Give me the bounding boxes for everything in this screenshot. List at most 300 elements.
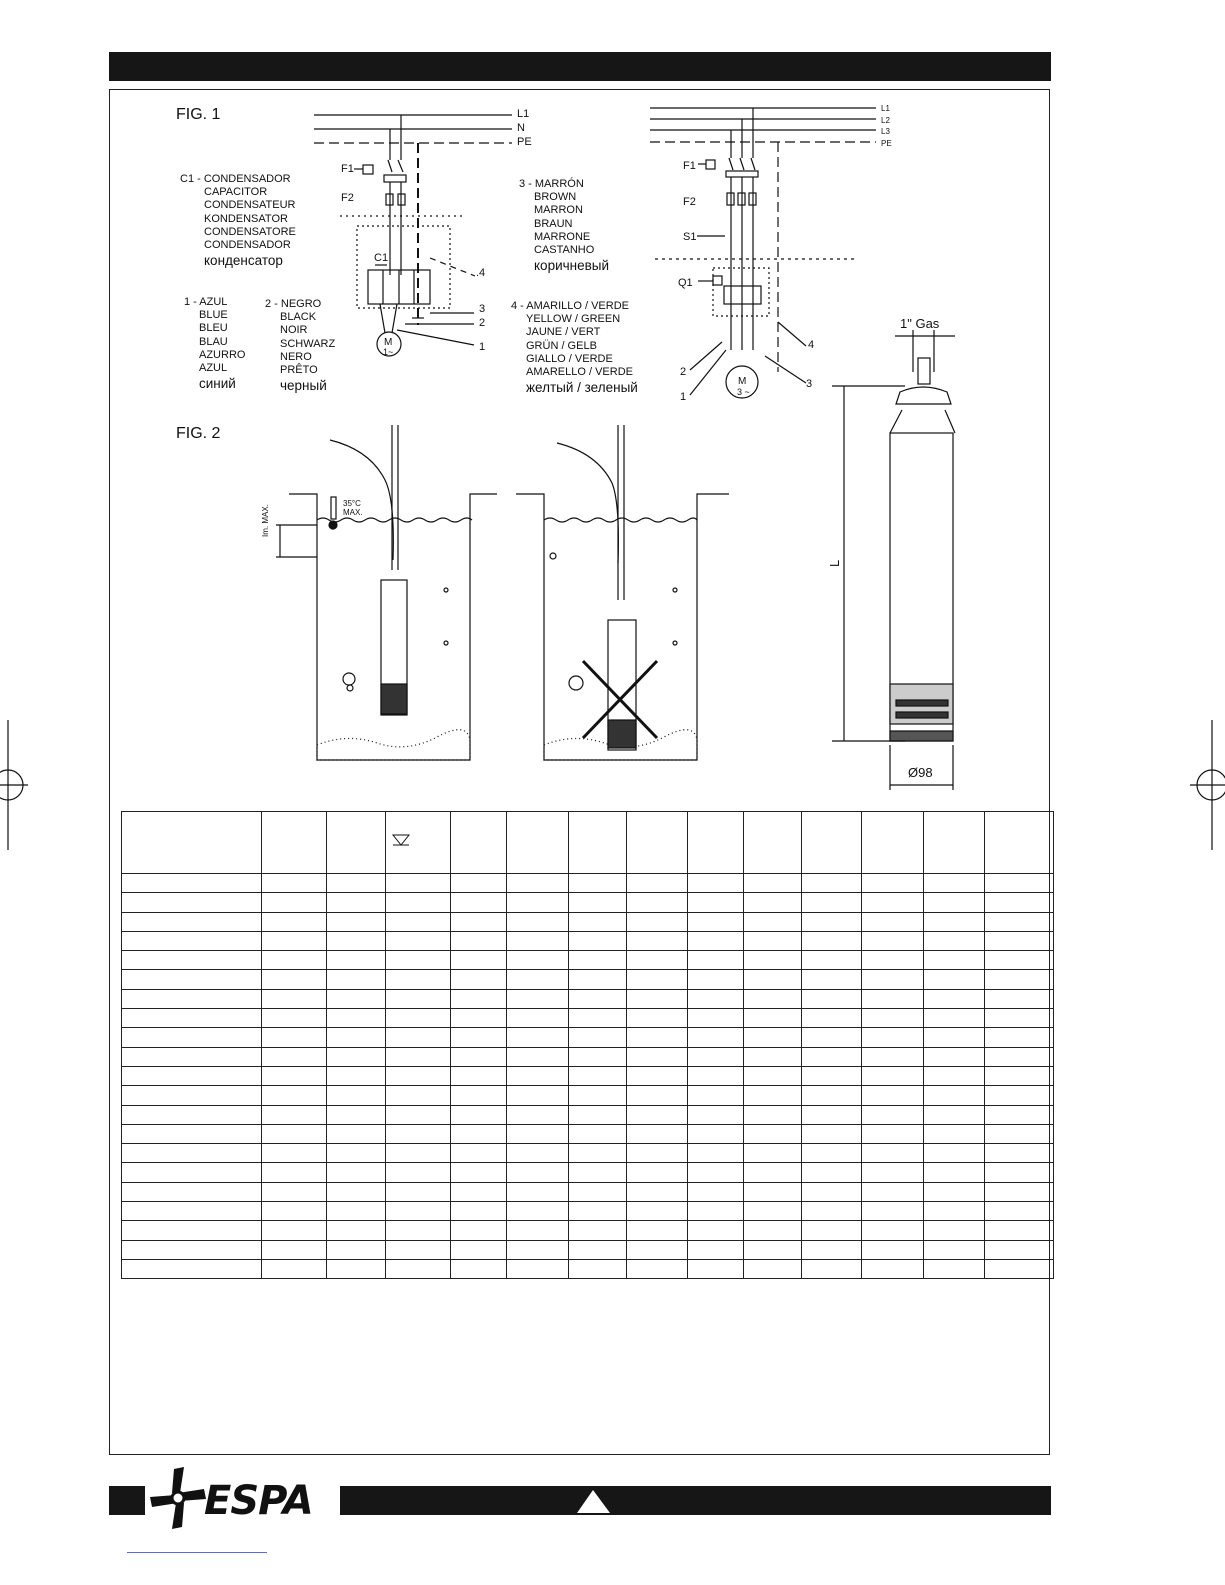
table-cell bbox=[507, 1066, 569, 1085]
table-cell bbox=[627, 1221, 688, 1240]
table-cell bbox=[569, 931, 627, 950]
table-cell bbox=[924, 1009, 985, 1028]
table-cell bbox=[802, 951, 862, 970]
table-cell bbox=[507, 1163, 569, 1182]
table-cell bbox=[627, 874, 688, 893]
table-cell bbox=[802, 812, 862, 874]
table-cell bbox=[569, 1009, 627, 1028]
table-cell bbox=[327, 1221, 386, 1240]
table-cell bbox=[802, 1144, 862, 1163]
table-cell bbox=[327, 1105, 386, 1124]
table-cell bbox=[744, 1047, 802, 1066]
table-cell bbox=[627, 1009, 688, 1028]
table-row bbox=[122, 1086, 1054, 1105]
table-cell bbox=[451, 874, 507, 893]
table-cell bbox=[924, 1144, 985, 1163]
table-cell bbox=[744, 931, 802, 950]
table-row bbox=[122, 1124, 1054, 1143]
table-cell bbox=[451, 1182, 507, 1201]
table-cell bbox=[862, 1202, 924, 1221]
table-cell bbox=[569, 893, 627, 912]
table-cell bbox=[802, 1028, 862, 1047]
table-cell bbox=[627, 1163, 688, 1182]
table-cell bbox=[122, 1163, 262, 1182]
diameter-label: Ø98 bbox=[908, 765, 933, 780]
table-row bbox=[122, 1066, 1054, 1085]
table-cell bbox=[507, 931, 569, 950]
table-cell bbox=[327, 951, 386, 970]
table-cell bbox=[802, 1105, 862, 1124]
espa-logo-text: ESPA bbox=[204, 1478, 313, 1524]
table-cell bbox=[862, 951, 924, 970]
table-cell bbox=[985, 812, 1054, 874]
table-cell bbox=[985, 912, 1054, 931]
table-row bbox=[122, 1182, 1054, 1201]
table-cell bbox=[507, 989, 569, 1008]
table-cell bbox=[985, 1028, 1054, 1047]
table-cell bbox=[122, 970, 262, 989]
table-cell bbox=[451, 931, 507, 950]
table-cell bbox=[507, 1259, 569, 1278]
table-cell bbox=[386, 1202, 451, 1221]
table-row bbox=[122, 951, 1054, 970]
table-cell bbox=[507, 1221, 569, 1240]
table-cell bbox=[924, 1259, 985, 1278]
table-cell bbox=[386, 893, 451, 912]
table-cell bbox=[688, 931, 744, 950]
table-cell bbox=[122, 1182, 262, 1201]
table-cell bbox=[122, 1240, 262, 1259]
label-f2: F2 bbox=[341, 192, 354, 204]
table-cell bbox=[327, 812, 386, 874]
table-cell bbox=[688, 812, 744, 874]
table-cell bbox=[744, 893, 802, 912]
table-cell bbox=[451, 1047, 507, 1066]
legend-c1: C1 - CONDENSADOR CAPACITOR CONDENSATEUR KONDENSATOR CONDENSATORE CONDENSADOR конденсатор bbox=[180, 173, 296, 269]
table-cell bbox=[985, 1066, 1054, 1085]
table-cell bbox=[386, 1086, 451, 1105]
motor3-phase: 3 ~ bbox=[737, 387, 750, 397]
label-wire-2: 2 bbox=[479, 317, 486, 329]
table-cell bbox=[744, 1086, 802, 1105]
fig2-title: FIG. 2 bbox=[176, 425, 221, 442]
table-cell bbox=[451, 951, 507, 970]
table-cell bbox=[386, 1105, 451, 1124]
table-cell bbox=[985, 1259, 1054, 1278]
bottom-link-underline bbox=[127, 1552, 267, 1553]
table-cell bbox=[386, 1163, 451, 1182]
table-row bbox=[122, 970, 1054, 989]
table-row bbox=[122, 1259, 1054, 1278]
table-cell bbox=[122, 1221, 262, 1240]
table-cell bbox=[802, 874, 862, 893]
table-cell bbox=[802, 1163, 862, 1182]
table-row bbox=[122, 1047, 1054, 1066]
table-cell bbox=[262, 1086, 327, 1105]
table-cell bbox=[985, 1163, 1054, 1182]
table-cell bbox=[744, 874, 802, 893]
table-cell bbox=[262, 1105, 327, 1124]
table-cell bbox=[627, 1047, 688, 1066]
table-cell bbox=[569, 951, 627, 970]
table-cell bbox=[122, 931, 262, 950]
table-cell bbox=[262, 970, 327, 989]
table-cell bbox=[507, 1105, 569, 1124]
table-cell bbox=[688, 1009, 744, 1028]
table-cell bbox=[327, 989, 386, 1008]
table-cell bbox=[862, 1066, 924, 1085]
table-cell bbox=[744, 1124, 802, 1143]
registration-mark-right bbox=[1190, 720, 1225, 850]
table-cell bbox=[327, 1009, 386, 1028]
table-cell bbox=[327, 1144, 386, 1163]
table-cell bbox=[122, 951, 262, 970]
table-cell bbox=[386, 1144, 451, 1163]
table-cell bbox=[262, 989, 327, 1008]
table-cell bbox=[122, 1066, 262, 1085]
line-label-pe: PE bbox=[517, 136, 532, 148]
table-cell bbox=[262, 1221, 327, 1240]
water-level-icon bbox=[391, 833, 411, 847]
table-cell bbox=[451, 1144, 507, 1163]
table-cell bbox=[924, 1202, 985, 1221]
table-cell bbox=[451, 970, 507, 989]
table-cell bbox=[744, 1182, 802, 1201]
label-wire-3: 3 bbox=[479, 303, 486, 315]
table-cell bbox=[569, 1124, 627, 1143]
table-cell bbox=[627, 1202, 688, 1221]
table-cell bbox=[802, 931, 862, 950]
table-cell bbox=[451, 1240, 507, 1259]
table-cell bbox=[802, 1182, 862, 1201]
temp-value: 35°C bbox=[343, 499, 361, 508]
table-cell bbox=[985, 951, 1054, 970]
table-cell bbox=[327, 893, 386, 912]
table-cell bbox=[862, 1009, 924, 1028]
table-row bbox=[122, 989, 1054, 1008]
table-cell bbox=[262, 874, 327, 893]
table-cell bbox=[262, 1028, 327, 1047]
table-cell bbox=[507, 1047, 569, 1066]
table-cell bbox=[627, 1259, 688, 1278]
table-cell bbox=[862, 931, 924, 950]
table-cell bbox=[862, 874, 924, 893]
table-cell bbox=[122, 1009, 262, 1028]
table-cell bbox=[569, 1221, 627, 1240]
line3-label-l2: L2 bbox=[881, 116, 890, 125]
table-cell bbox=[627, 893, 688, 912]
table-cell bbox=[985, 970, 1054, 989]
table-cell bbox=[744, 1105, 802, 1124]
table-cell bbox=[451, 1202, 507, 1221]
table-cell bbox=[262, 1259, 327, 1278]
warning-triangle-icon bbox=[340, 1486, 1051, 1515]
table-cell bbox=[262, 1009, 327, 1028]
table-cell bbox=[802, 912, 862, 931]
table-cell bbox=[862, 1105, 924, 1124]
table-cell bbox=[744, 1028, 802, 1047]
table-row bbox=[122, 893, 1054, 912]
table-cell bbox=[327, 1028, 386, 1047]
table-cell bbox=[122, 812, 262, 874]
table-cell bbox=[862, 989, 924, 1008]
table-cell bbox=[386, 951, 451, 970]
table-cell bbox=[688, 874, 744, 893]
table-cell bbox=[627, 1124, 688, 1143]
table-cell bbox=[862, 893, 924, 912]
table-cell bbox=[924, 1221, 985, 1240]
line-label-l1: L1 bbox=[517, 108, 530, 120]
table-cell bbox=[122, 912, 262, 931]
table-row bbox=[122, 912, 1054, 931]
table-row bbox=[122, 1202, 1054, 1221]
table-cell bbox=[386, 1009, 451, 1028]
table-cell bbox=[507, 1124, 569, 1143]
table-cell bbox=[386, 1221, 451, 1240]
label-f2-3ph: F2 bbox=[683, 196, 696, 208]
table-cell bbox=[262, 931, 327, 950]
table-cell bbox=[451, 1028, 507, 1047]
table-cell bbox=[507, 1144, 569, 1163]
label-s1: S1 bbox=[683, 231, 697, 243]
table-cell bbox=[688, 1259, 744, 1278]
table-cell bbox=[507, 1009, 569, 1028]
table-cell bbox=[985, 1182, 1054, 1201]
legend-1: 1 - AZUL BLUE BLEU BLAU AZURRO AZUL синий bbox=[184, 296, 246, 392]
table-cell bbox=[985, 989, 1054, 1008]
table-cell bbox=[802, 989, 862, 1008]
table-cell bbox=[507, 1202, 569, 1221]
table-cell bbox=[688, 1066, 744, 1085]
table-cell bbox=[627, 812, 688, 874]
table-cell bbox=[924, 1086, 985, 1105]
table-cell bbox=[386, 1182, 451, 1201]
table-cell bbox=[985, 1009, 1054, 1028]
table-cell bbox=[802, 1124, 862, 1143]
table-cell bbox=[569, 1144, 627, 1163]
table-cell bbox=[688, 1202, 744, 1221]
table-cell bbox=[627, 1182, 688, 1201]
table-cell bbox=[262, 812, 327, 874]
table-cell bbox=[744, 1202, 802, 1221]
table-cell bbox=[569, 1028, 627, 1047]
espa-fan-icon bbox=[150, 1467, 206, 1529]
table-cell bbox=[802, 893, 862, 912]
table-cell bbox=[802, 1086, 862, 1105]
table-cell bbox=[451, 1066, 507, 1085]
table-cell bbox=[985, 874, 1054, 893]
table-cell bbox=[688, 1028, 744, 1047]
table-cell bbox=[451, 1105, 507, 1124]
table-cell bbox=[507, 812, 569, 874]
temp-max: MAX. bbox=[343, 508, 363, 517]
table-cell bbox=[451, 1009, 507, 1028]
registration-mark-left bbox=[0, 720, 28, 850]
table-row bbox=[122, 874, 1054, 893]
footer-bar bbox=[340, 1486, 1051, 1515]
table-cell bbox=[451, 893, 507, 912]
table-cell bbox=[985, 1105, 1054, 1124]
table-row bbox=[122, 1105, 1054, 1124]
table-cell bbox=[451, 1259, 507, 1278]
table-cell bbox=[924, 1240, 985, 1259]
table-cell bbox=[386, 931, 451, 950]
table-cell bbox=[985, 1221, 1054, 1240]
table-cell bbox=[386, 1066, 451, 1085]
table-cell bbox=[802, 1047, 862, 1066]
table-cell bbox=[262, 1202, 327, 1221]
table-cell bbox=[688, 989, 744, 1008]
table-cell bbox=[569, 970, 627, 989]
table-cell bbox=[386, 970, 451, 989]
table-cell bbox=[744, 1259, 802, 1278]
table-cell bbox=[122, 1105, 262, 1124]
table-header-row bbox=[122, 812, 1054, 874]
table-cell bbox=[744, 989, 802, 1008]
table-cell bbox=[569, 1202, 627, 1221]
table-cell bbox=[744, 1240, 802, 1259]
label-f1: F1 bbox=[341, 163, 354, 175]
table-cell bbox=[451, 989, 507, 1008]
table-cell bbox=[627, 912, 688, 931]
table-cell bbox=[924, 1066, 985, 1085]
table-cell bbox=[985, 1124, 1054, 1143]
table-cell bbox=[122, 1144, 262, 1163]
table-cell bbox=[122, 989, 262, 1008]
table-cell bbox=[386, 1240, 451, 1259]
table-cell bbox=[122, 1202, 262, 1221]
length-label: L bbox=[827, 559, 842, 567]
table-cell bbox=[862, 1259, 924, 1278]
table-cell bbox=[569, 812, 627, 874]
table-cell bbox=[569, 1066, 627, 1085]
table-cell bbox=[569, 1182, 627, 1201]
line3-label-pe: PE bbox=[881, 139, 892, 148]
table-cell bbox=[122, 1028, 262, 1047]
table-cell bbox=[627, 970, 688, 989]
table-cell bbox=[802, 1221, 862, 1240]
table-cell bbox=[627, 1105, 688, 1124]
table-cell bbox=[451, 1221, 507, 1240]
table-cell bbox=[627, 1028, 688, 1047]
table-cell bbox=[985, 893, 1054, 912]
table-cell bbox=[327, 874, 386, 893]
line3-label-l3: L3 bbox=[881, 127, 890, 136]
table-row bbox=[122, 1221, 1054, 1240]
table-cell bbox=[985, 1202, 1054, 1221]
label3-wire-4: 4 bbox=[808, 339, 815, 351]
table-cell bbox=[122, 1259, 262, 1278]
table-row bbox=[122, 1163, 1054, 1182]
table-cell bbox=[507, 970, 569, 989]
table-cell bbox=[985, 1144, 1054, 1163]
incorrect-installation-drawing bbox=[516, 425, 729, 760]
legend-4: 4 - AMARILLO / VERDE YELLOW / GREEN JAUNE / VERT GRÜN / GELB GIALLO / VERDE AMARELLO / VERDE желтый / зеленый bbox=[511, 300, 638, 396]
legend-3: 3 - MARRÓN BROWN MARRON BRAUN MARRONE CASTANHO коричневый bbox=[519, 178, 610, 274]
table-cell bbox=[262, 951, 327, 970]
table-cell bbox=[862, 1182, 924, 1201]
table-cell bbox=[262, 893, 327, 912]
table-cell bbox=[386, 912, 451, 931]
table-cell bbox=[688, 970, 744, 989]
table-cell bbox=[386, 812, 451, 874]
table-cell bbox=[924, 1163, 985, 1182]
table-cell bbox=[802, 1009, 862, 1028]
correct-installation-drawing bbox=[276, 425, 497, 760]
depth-label: Im. MAX. bbox=[261, 504, 270, 537]
table-cell bbox=[688, 1047, 744, 1066]
line3-label-l1: L1 bbox=[881, 104, 890, 113]
table-cell bbox=[386, 1028, 451, 1047]
table-cell bbox=[327, 970, 386, 989]
table-cell bbox=[569, 989, 627, 1008]
table-cell bbox=[327, 1182, 386, 1201]
line-label-n: N bbox=[517, 122, 525, 134]
table-row bbox=[122, 931, 1054, 950]
table-cell bbox=[451, 812, 507, 874]
table-cell bbox=[924, 912, 985, 931]
table-cell bbox=[262, 1066, 327, 1085]
table-cell bbox=[569, 1259, 627, 1278]
table-cell bbox=[507, 1086, 569, 1105]
table-cell bbox=[569, 912, 627, 931]
table-cell bbox=[862, 1163, 924, 1182]
table-cell bbox=[569, 1105, 627, 1124]
table-cell bbox=[688, 1105, 744, 1124]
table-cell bbox=[688, 893, 744, 912]
table-cell bbox=[862, 1086, 924, 1105]
table-cell bbox=[688, 1086, 744, 1105]
table-cell bbox=[744, 912, 802, 931]
table-cell bbox=[627, 951, 688, 970]
table-cell bbox=[862, 1047, 924, 1066]
table-cell bbox=[688, 912, 744, 931]
table-cell bbox=[507, 874, 569, 893]
table-cell bbox=[327, 1163, 386, 1182]
table-cell bbox=[569, 1163, 627, 1182]
table-cell bbox=[985, 931, 1054, 950]
table-cell bbox=[985, 1240, 1054, 1259]
table-row bbox=[122, 1009, 1054, 1028]
table-cell bbox=[262, 1124, 327, 1143]
table-cell bbox=[122, 1086, 262, 1105]
pump-dimension-drawing bbox=[832, 330, 955, 790]
table-cell bbox=[924, 874, 985, 893]
table-cell bbox=[862, 970, 924, 989]
label-q1: Q1 bbox=[678, 277, 693, 289]
table-cell bbox=[862, 1124, 924, 1143]
table-cell bbox=[451, 1086, 507, 1105]
table-cell bbox=[122, 893, 262, 912]
table-cell bbox=[327, 1124, 386, 1143]
three-phase-wiring-diagram bbox=[650, 108, 876, 398]
table-cell bbox=[569, 874, 627, 893]
table-cell bbox=[744, 970, 802, 989]
label3-wire-2: 2 bbox=[680, 366, 687, 378]
table-cell bbox=[327, 1202, 386, 1221]
table-cell bbox=[862, 1028, 924, 1047]
table-cell bbox=[744, 1221, 802, 1240]
table-cell bbox=[327, 912, 386, 931]
table-cell bbox=[627, 1086, 688, 1105]
table-row bbox=[122, 1028, 1054, 1047]
table-cell bbox=[862, 1240, 924, 1259]
table-cell bbox=[507, 1240, 569, 1259]
table-cell bbox=[507, 1182, 569, 1201]
table-cell bbox=[451, 1124, 507, 1143]
table-cell bbox=[262, 1163, 327, 1182]
table-cell bbox=[802, 1240, 862, 1259]
